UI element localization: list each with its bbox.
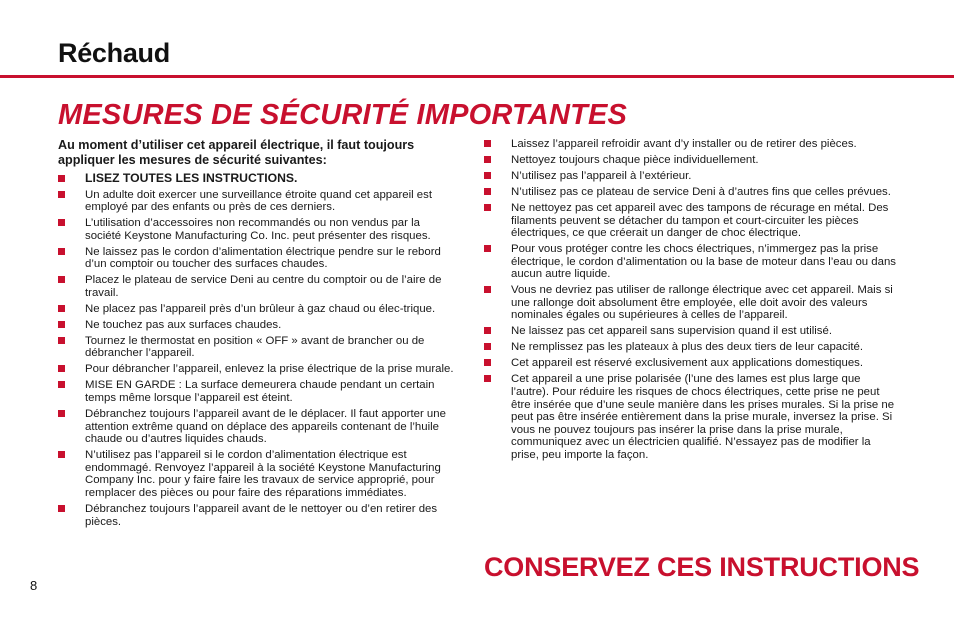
list-item: Cet appareil est réservé exclusivement aux applications domestiques.: [484, 357, 896, 370]
list-item: MISE EN GARDE : La surface demeurera chaude pendant un certain temps même lorsque l’appareil est éteint.: [58, 379, 456, 404]
list-item: N’utilisez pas ce plateau de service Deni à d’autres fins que celles prévues.: [484, 186, 896, 199]
square-bullet-icon: [58, 248, 65, 255]
right-column: [484, 138, 896, 465]
square-bullet-icon: [484, 188, 491, 195]
list-item: Ne laissez pas cet appareil sans supervision quand il est utilisé.: [484, 325, 896, 338]
square-bullet-icon: [58, 381, 65, 388]
page-header-title: Réchaud: [58, 38, 170, 68]
list-item: Pour vous protéger contre les chocs électriques, n’immergez pas la prise électrique, le cordon d’alimentation ou la base de moteur dans l’eau ou dans aucun autre liquide.: [484, 243, 896, 281]
list-item: Ne nettoyez pas cet appareil avec des tampons de récurage en métal. Des filaments peuvent se détacher du tampon et court-circuiter les pièces électriques, ce que créerait un danger de choc électrique.: [484, 202, 896, 240]
square-bullet-icon: [58, 451, 65, 458]
list-item: Pour débrancher l’appareil, enlevez la prise électrique de la prise murale.: [58, 363, 456, 376]
square-bullet-icon: [58, 276, 65, 283]
square-bullet-icon: [58, 305, 65, 312]
square-bullet-icon: [58, 365, 65, 372]
left-safety-list: [58, 172, 456, 528]
left-column: [58, 138, 456, 532]
square-bullet-icon: [58, 410, 65, 417]
square-bullet-icon: [484, 343, 491, 350]
header-divider: [0, 75, 954, 78]
list-item: Ne placez pas l’appareil près d’un brûleur à gaz chaud ou élec-trique.: [58, 303, 456, 316]
intro-text: Au moment d’utiliser cet appareil électrique, il faut toujours appliquer les mesures de sécurité suivantes:: [58, 138, 415, 167]
list-item: Ne touchez pas aux surfaces chaudes.: [58, 319, 456, 332]
square-bullet-icon: [484, 172, 491, 179]
list-item: Tournez le thermostat en position « OFF » avant de brancher ou de débrancher l’appareil.: [58, 335, 456, 360]
list-item: LISEZ TOUTES LES INSTRUCTIONS.: [58, 172, 456, 185]
square-bullet-icon: [484, 286, 491, 293]
square-bullet-icon: [58, 337, 65, 344]
square-bullet-icon: [484, 204, 491, 211]
list-item: N’utilisez pas l’appareil à l’extérieur.: [484, 170, 896, 183]
right-safety-list: [484, 138, 896, 462]
list-item: Placez le plateau de service Deni au centre du comptoir ou de l’aire de travail.: [58, 274, 456, 299]
square-bullet-icon: [58, 219, 65, 226]
list-item: Débranchez toujours l’appareil avant de le déplacer. Il faut apporter une attention extrême quand on déplace des appareils contenant de l’huile chaude ou d’autres liquides chauds.: [58, 408, 456, 446]
list-item: Un adulte doit exercer une surveillance étroite quand cet appareil est employé par des enfants ou près de ces derniers.: [58, 189, 456, 214]
square-bullet-icon: [484, 156, 491, 163]
list-item: Laissez l’appareil refroidir avant d’y installer ou de retirer des pièces.: [484, 138, 896, 151]
list-item: N’utilisez pas l’appareil si le cordon d’alimentation électrique est endommagé. Renvoyez l’appareil à la société Keystone Manufacturing Company Inc. pour y faire faire les travaux de service approprié, pour remplacer des pièces ou pour faire des réparations immédiates.: [58, 449, 456, 499]
list-item: Nettoyez toujours chaque pièce individuellement.: [484, 154, 896, 167]
list-item: Cet appareil a une prise polarisée (l’une des lames est plus large que l’autre). Pour réduire les risques de chocs électriques, cette prise ne peut être insérée que d’une seule manière dans les prises murales. Si la prise ne peut pas être insérée entièrement dans la prise murale, inversez la prise. Si vous ne pouvez toujours pas insérer la prise dans la prise murale, communiquez avec un électricien qualifié. N’essayez pas de modifier la prise, peu importe la façon.: [484, 373, 896, 461]
square-bullet-icon: [484, 359, 491, 366]
list-item: Ne remplissez pas les plateaux à plus des deux tiers de leur capacité.: [484, 341, 896, 354]
square-bullet-icon: [58, 175, 65, 182]
list-item: L’utilisation d’accessoires non recommandés ou non vendus par la société Keystone Manufacturing Co. Inc. peut présenter des risques.: [58, 217, 456, 242]
footer-title: CONSERVEZ CES INSTRUCTIONS: [484, 552, 920, 582]
list-item: Débranchez toujours l’appareil avant de le nettoyer ou d’en retirer des pièces.: [58, 503, 456, 528]
square-bullet-icon: [58, 505, 65, 512]
square-bullet-icon: [484, 327, 491, 334]
section-title: MESURES DE SÉCURITÉ IMPORTANTES: [58, 99, 628, 131]
page-number: 8: [30, 578, 38, 593]
square-bullet-icon: [58, 321, 65, 328]
list-item: Ne laissez pas le cordon d’alimentation électrique pendre sur le rebord d’un comptoir ou toucher des surfaces chaudes.: [58, 246, 456, 271]
list-item: Vous ne devriez pas utiliser de rallonge électrique avec cet appareil. Mais si une rallonge doit absolument être employée, elle doit avoir des valeurs nominales égales ou supérieures à celles de l’appareil.: [484, 284, 896, 322]
square-bullet-icon: [484, 140, 491, 147]
square-bullet-icon: [58, 191, 65, 198]
square-bullet-icon: [484, 245, 491, 252]
square-bullet-icon: [484, 375, 491, 382]
